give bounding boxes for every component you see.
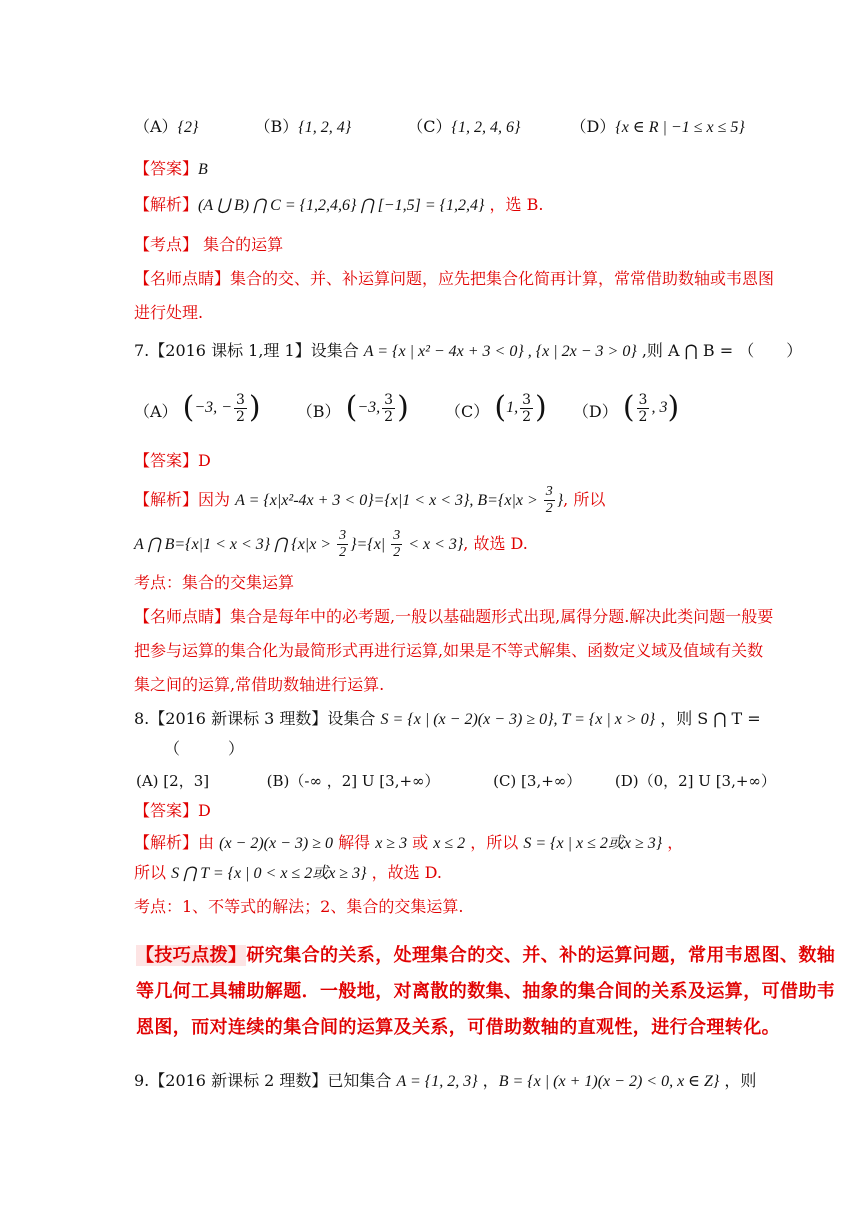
q7-analysis-2a: A ⋂ B={x|1 < x < 3} ⋂ {x|x >	[134, 536, 336, 553]
q7-analysis-2-num2: 3	[393, 528, 401, 543]
q8-analysis-1a: 由	[198, 833, 220, 852]
q7-mingshi-text-2: 把参与运算的集合化为最简形式再进行运算,如果是不等式解集、函数定义域及值域有关数	[134, 641, 764, 660]
q6-kaodian-tag: 【考点】	[134, 235, 199, 254]
q7-opt-b: ( −3, $\frac{3}{2}$ )	[346, 386, 409, 430]
q8-kaodian-text: 考点：1、不等式的解法；2、集合的交集运算.	[134, 897, 464, 916]
q7-mingshi-line-3	[134, 674, 384, 696]
q7-opt-a: ( −3, − $\frac{3}{2}$ )	[183, 386, 261, 430]
q6-analysis-expr: (A ⋃ B) ⋂ C = {1,2,4,6} ⋂ [−1,5] = {1,2,4}	[198, 197, 485, 214]
q7-opt-b-den: 2	[384, 408, 394, 425]
q9-stem-tail: ，则	[719, 1071, 757, 1090]
tip-text: 研究集合的关系，处理集合的交、并、补的运算问题，常用韦恩图、数轴等几何工具辅助解题．一般地，对离散的数集、抽象的集合间的关系及运算，可借助韦恩图，而对连续的集合间的运算及关系，可借助数轴的直观性，进行合理转化。	[136, 945, 836, 1038]
q7-analysis-1b: A = {x|x²-4x + 3 < 0}={x|1 < x < 3}, B={x|x >	[235, 492, 542, 509]
q7-opt-d: ( $\frac{3}{2}$ , 3 )	[623, 386, 679, 430]
q7-opt-c-den: 2	[522, 408, 531, 425]
q7-mingshi-line-2	[134, 640, 763, 662]
q7-analysis-line-2	[134, 526, 528, 563]
q7-mingshi-text-3: 集之间的运算,常借助数轴进行运算.	[134, 675, 385, 694]
q9-stem-mid: ，	[477, 1071, 499, 1090]
q8-analysis-line-2	[134, 862, 442, 885]
q7-analysis-2-num: 3	[339, 528, 347, 543]
q6-kaodian-line	[134, 234, 283, 256]
q8-analysis-1c: 解得	[333, 833, 376, 852]
q7-analysis-2-den: 2	[339, 545, 347, 560]
q7-analysis-line-1	[134, 482, 605, 519]
q7-answer-line	[134, 450, 211, 472]
q7-stem-set-b: , {x | 2x − 3 > 0}	[523, 343, 637, 360]
q7-stem-set-a: A = {x | x² − 4x + 3 < 0}	[363, 343, 524, 360]
q6-options	[134, 116, 745, 139]
q7-analysis-2d: , 故选 D.	[463, 534, 528, 553]
q7-mingshi-text-1: 集合是每年中的必考题,一般以基础题形式出现,属得分题.解决此类问题一般要	[230, 607, 774, 626]
q8-analysis-1i: ，	[662, 833, 684, 852]
q7-mingshi-line-1	[134, 606, 773, 628]
q7-opt-c-num: 3	[522, 391, 531, 408]
q7-analysis-2b: }={x|	[350, 536, 390, 553]
q6-mingshi-text-1: 集合的交、并、补运算问题，应先把集合化简再计算，常常借助数轴或韦恩图	[230, 269, 775, 288]
q7-analysis-2c: < x < 3}	[404, 536, 464, 553]
q8-analysis-2b: S ⋂ T = {x | 0 < x ≤ 2或x ≥ 3}	[171, 865, 367, 882]
q8-stem	[134, 708, 761, 731]
q8-stem-paren: （ ）	[164, 739, 245, 758]
q9-stem-set-a: A = {1, 2, 3}	[396, 1073, 478, 1090]
q7-opt-c-label: （C）	[445, 402, 490, 421]
q7-analysis-tag: 【解析】	[134, 490, 199, 509]
q8-answer-tag: 【答案】	[134, 801, 199, 820]
q6-mingshi-text-2: 进行处理.	[134, 303, 204, 322]
q7-opt-c: ( 1, $\frac{3}{2}$ )	[494, 386, 546, 430]
q6-opt-b-label: （B）	[254, 117, 299, 136]
q7-options	[134, 386, 679, 434]
q8-analysis-2a: 所以	[134, 863, 172, 882]
q7-mingshi-tag: 【名师点睛】	[134, 607, 231, 626]
q7-analysis-1-num: 3	[545, 484, 553, 499]
q7-opt-b-left: −3,	[357, 399, 381, 416]
q7-opt-b-num: 3	[384, 391, 394, 408]
q8-options	[136, 770, 776, 792]
q6-answer-line	[134, 158, 208, 181]
q6-answer-tag: 【答案】	[134, 159, 199, 178]
q6-opt-a: {2}	[177, 119, 199, 136]
q7-opt-c-left: 1,	[506, 399, 519, 416]
q7-opt-d-label: （D）	[572, 402, 618, 421]
q7-stem-tail: ,则 A ⋂ B = （ ）	[636, 341, 803, 360]
q6-analysis-line	[134, 194, 543, 217]
q7-answer-value: D	[198, 451, 211, 470]
q7-opt-d-den: 2	[638, 408, 648, 425]
q8-answer-line	[134, 800, 211, 822]
q8-stem-set: S = {x | (x − 2)(x − 3) ≥ 0}, T = {x | x > 0}	[380, 711, 656, 728]
q8-stem-tail: ，则 S ⋂ T =	[655, 709, 761, 728]
q7-opt-a-num: 3	[235, 391, 245, 408]
q7-opt-a-left: −3, −	[194, 399, 232, 416]
q8-opt-b: (B)（-∞ ，2] U [3,+∞）	[266, 772, 440, 790]
q8-stem-prefix: 8.【2016 新课标 3 理数】设集合	[134, 709, 381, 728]
q6-kaodian-text: 集合的运算	[198, 235, 284, 254]
q8-analysis-1e: 或	[407, 833, 434, 852]
q6-analysis-tail: ，选 B.	[484, 195, 544, 214]
q8-analysis-tag: 【解析】	[134, 833, 199, 852]
q7-opt-b-label: （B）	[296, 402, 341, 421]
q8-analysis-1g: ，所以	[465, 833, 524, 852]
q6-mingshi-tag: 【名师点睛】	[134, 269, 231, 288]
q7-opt-a-label: （A）	[134, 402, 178, 421]
q8-analysis-1d: x ≥ 3	[375, 835, 408, 852]
q6-analysis-tag: 【解析】	[134, 195, 199, 214]
q7-analysis-1-den: 2	[545, 501, 553, 516]
q6-mingshi-line-1	[134, 268, 774, 290]
q7-analysis-2-den2: 2	[393, 545, 401, 560]
q9-stem-set-b: B = {x | (x + 1)(x − 2) < 0, x ∈ Z}	[498, 1073, 720, 1090]
q9-stem-prefix: 9.【2016 新课标 2 理数】已知集合	[134, 1071, 397, 1090]
q6-answer-value: B	[198, 161, 208, 178]
q8-stem-paren-line	[164, 738, 244, 760]
q7-opt-a-den: 2	[235, 408, 245, 425]
q8-opt-d: (D)（0，2] U [3,+∞）	[614, 772, 776, 790]
q8-opt-a: (A) [2，3]	[136, 772, 210, 790]
q7-stem-prefix: 7.【2016 课标 1,理 1】设集合	[134, 341, 364, 360]
q7-opt-d-right: , 3	[651, 399, 668, 416]
q8-analysis-1b: (x − 2)(x − 3) ≥ 0	[219, 835, 333, 852]
q6-opt-b: {1, 2, 4}	[298, 119, 352, 136]
q8-analysis-1h: S = {x | x ≤ 2或x ≥ 3}	[523, 835, 663, 852]
q8-answer-value: D	[198, 801, 211, 820]
q9-stem	[134, 1070, 756, 1093]
q8-analysis-2c: ，故选 D.	[366, 863, 443, 882]
q6-opt-a-label: （A）	[134, 117, 178, 136]
q6-mingshi-line-2	[134, 302, 203, 324]
q7-analysis-1d: , 所以	[563, 490, 606, 509]
q8-opt-c: (C) [3,+∞）	[493, 772, 582, 790]
q8-analysis-1f: x ≤ 2	[433, 835, 466, 852]
q8-analysis-line-1	[134, 832, 683, 855]
q7-opt-d-num: 3	[638, 391, 648, 408]
q7-analysis-1c: }	[556, 492, 564, 509]
q7-analysis-1a: 因为	[198, 490, 236, 509]
q8-kaodian-line	[134, 896, 463, 918]
q6-opt-d: {x ∈ R | −1 ≤ x ≤ 5}	[615, 119, 745, 136]
tip-tag: 【技巧点拨】	[136, 945, 247, 966]
q7-kaodian-line	[134, 572, 294, 594]
q6-opt-d-label: （D）	[570, 117, 616, 136]
tip-block	[136, 938, 836, 1046]
q6-opt-c: {1, 2, 4, 6}	[451, 119, 521, 136]
q7-kaodian-text: 考点：集合的交集运算	[134, 573, 295, 592]
q7-answer-tag: 【答案】	[134, 451, 199, 470]
q7-stem	[134, 340, 802, 363]
q6-opt-c-label: （C）	[407, 117, 452, 136]
